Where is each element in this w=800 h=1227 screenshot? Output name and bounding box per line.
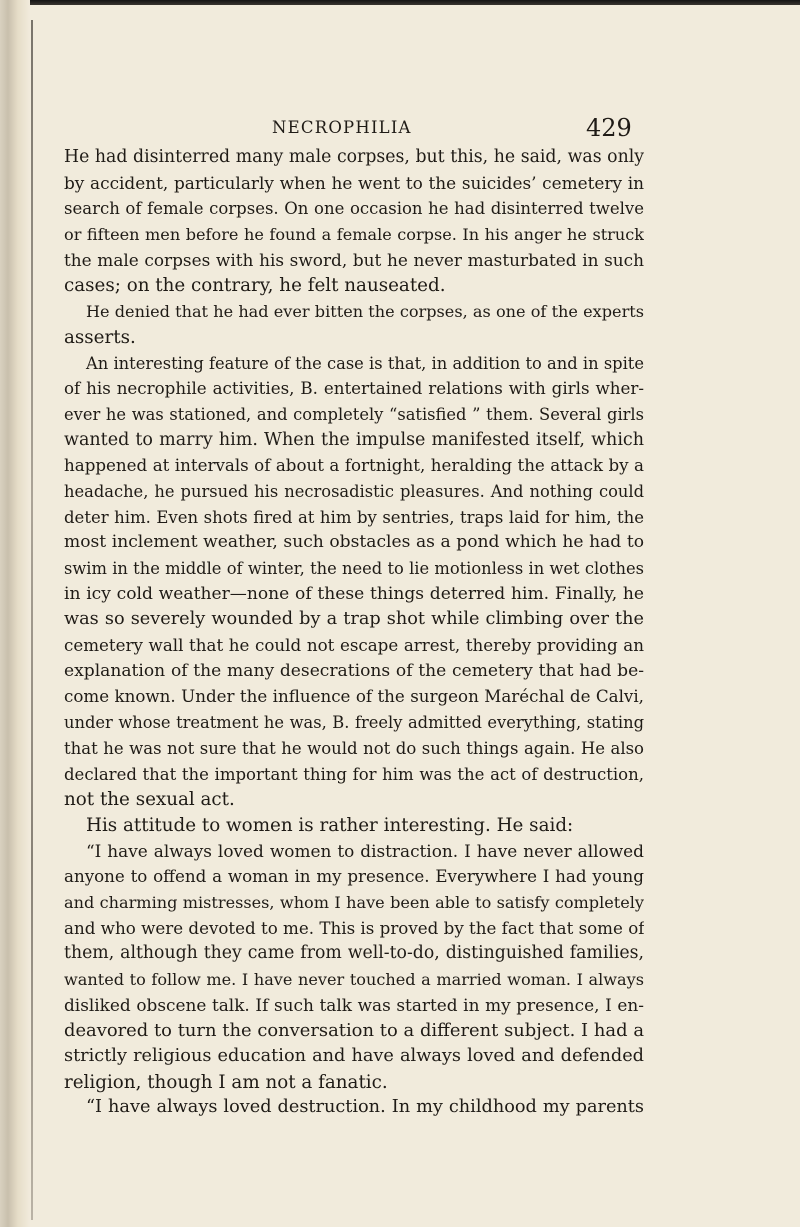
- text-line: explanation of the many desecrations of the cemetery that had be-: [64, 660, 644, 681]
- text-line: strictly religious education and have always loved and defended: [64, 1046, 644, 1067]
- binding-edge: [0, 0, 30, 1227]
- text-line: He denied that he had ever bitten the corpses, as one of the experts: [86, 302, 644, 322]
- page-top-edge: [0, 0, 800, 5]
- page-number: 429: [586, 114, 632, 142]
- text-line: deavored to turn the conversation to a different subject. I had a: [64, 1020, 644, 1042]
- text-line: and who were devoted to me. This is proved by the fact that some of: [64, 917, 644, 938]
- text-line: ever he was stationed, and completely “satisfied ” them. Several girls: [64, 404, 644, 424]
- text-line: His attitude to women is rather interesting. He said:: [86, 814, 574, 836]
- text-line: come known. Under the influence of the surgeon Maréchal de Calvi,: [64, 686, 644, 707]
- running-title: NECROPHILIA: [272, 118, 412, 137]
- binding-shadow-line: [31, 20, 33, 1220]
- text-line: them, although they came from well-to-do, distinguished families,: [64, 943, 644, 964]
- text-line: the male corpses with his sword, but he never masturbated in such: [64, 249, 644, 270]
- text-line: declared that the important thing for him was the act of destruction,: [64, 764, 644, 784]
- text-line: that he was not sure that he would not do such things again. He also: [64, 738, 644, 758]
- text-line: disliked obscene talk. If such talk was started in my presence, I en-: [64, 994, 644, 1015]
- text-line: “I have always loved destruction. In my childhood my parents: [86, 1097, 644, 1118]
- text-line: wanted to follow me. I have never touched a married woman. I always: [64, 970, 644, 989]
- text-line: or fifteen men before he found a female corpse. In his anger he struck: [64, 225, 644, 245]
- text-line: asserts.: [64, 326, 136, 348]
- text-line: not the sexual act.: [64, 789, 235, 811]
- page-header: [0, 116, 800, 146]
- text-line: happened at intervals of about a fortnight, heralding the attack by a: [64, 455, 644, 476]
- text-line: anyone to offend a woman in my presence. Everywhere I had young: [64, 866, 644, 887]
- text-line: under whose treatment he was, B. freely admitted everything, stating: [64, 713, 644, 733]
- body-text: [64, 145, 644, 1121]
- text-line: religion, though I am not a fanatic.: [64, 1071, 388, 1093]
- text-line: deter him. Even shots fired at him by sentries, traps laid for him, the: [64, 507, 644, 527]
- text-line: He had disinterred many male corpses, but this, he said, was only: [64, 147, 644, 167]
- text-line: wanted to marry him. When the impulse manifested itself, which: [64, 429, 644, 450]
- text-line: of his necrophile activities, B. entertained relations with girls wher-: [64, 378, 644, 399]
- text-line: “I have always loved women to distraction. I have never allowed: [86, 840, 644, 861]
- text-line: cases; on the contrary, he felt nauseated.: [64, 275, 446, 297]
- text-line: search of female corpses. On one occasion he had disinterred twelve: [64, 199, 644, 219]
- text-line: headache, he pursued his necrosadistic pleasures. And nothing could: [64, 481, 644, 501]
- text-line: most inclement weather, such obstacles as a pond which he had to: [64, 532, 644, 553]
- text-line: and charming mistresses, whom I have been able to satisfy completely: [64, 892, 644, 912]
- text-line: cemetery wall that he could not escape arrest, thereby providing an: [64, 635, 644, 656]
- text-line: was so severely wounded by a trap shot while climbing over the: [64, 609, 644, 630]
- text-line: in icy cold weather—none of these things deterred him. Finally, he: [64, 583, 644, 604]
- text-line: by accident, particularly when he went to the suicides’ cemetery in: [64, 172, 644, 193]
- text-line: An interesting feature of the case is that, in addition to and in spite: [86, 353, 644, 373]
- text-line: swim in the middle of winter, the need to lie motionless in wet clothes: [64, 559, 644, 578]
